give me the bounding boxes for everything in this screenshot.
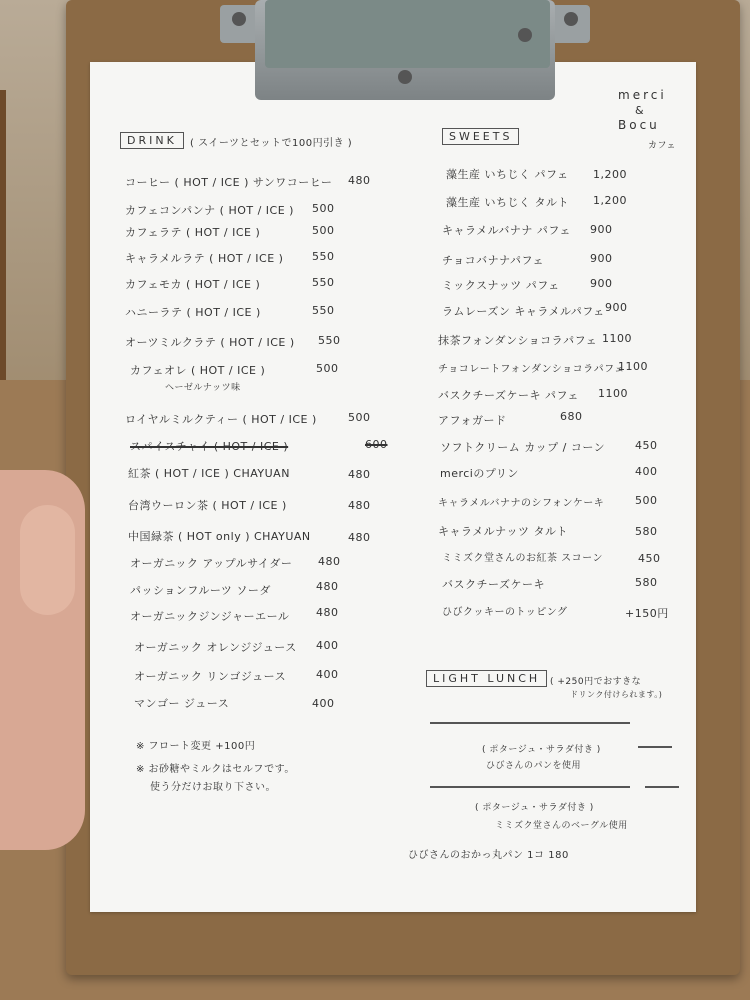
strikethrough-line bbox=[638, 746, 672, 748]
sweets-item-name: 藻生産 いちじく タルト bbox=[446, 196, 569, 209]
drink-footnote: 使う分だけお取り下さい。 bbox=[150, 782, 276, 793]
drink-item-name: コーヒー ( HOT / ICE ) サンワコーヒー bbox=[125, 176, 333, 189]
sweets-item-price: 900 bbox=[590, 277, 613, 290]
drink-item-price: 480 bbox=[316, 606, 339, 619]
drink-item-price: 480 bbox=[316, 580, 339, 593]
lunch-sub: ひびさんのパンを使用 bbox=[486, 761, 582, 771]
sweets-item-price: 580 bbox=[635, 525, 658, 538]
drink-item-name: スパイスチャイ ( HOT / ICE ) bbox=[130, 440, 289, 453]
drink-item-price: 480 bbox=[348, 174, 371, 187]
lunch-note: ドリンク付けられます。) bbox=[570, 690, 663, 699]
sweets-item-price: 1,200 bbox=[593, 194, 627, 207]
lunch-sub: ( ポタージュ・サラダ付き ) bbox=[482, 745, 601, 755]
drink-item-name: カフェモカ ( HOT / ICE ) bbox=[125, 278, 261, 291]
drink-item-name: カフェラテ ( HOT / ICE ) bbox=[125, 226, 261, 239]
drink-item-name: キャラメルラテ ( HOT / ICE ) bbox=[125, 252, 284, 265]
sweets-item-name: ミミズク堂さんのお紅茶 スコーン bbox=[442, 553, 603, 564]
drink-item-name: マンゴー ジュース bbox=[134, 697, 230, 710]
drink-item-price: 600 bbox=[365, 438, 388, 451]
sweets-item-name: merciのプリン bbox=[440, 467, 519, 480]
lunch-note: ( +250円でおすきな bbox=[550, 677, 642, 687]
sweets-item-price: 1100 bbox=[618, 360, 648, 373]
sweets-item-name: アフォガード bbox=[438, 414, 507, 427]
strikethrough-line bbox=[645, 786, 679, 788]
logo-line4: カフェ bbox=[648, 141, 677, 151]
drink-item-price: 500 bbox=[348, 411, 371, 424]
sweets-item-name: ミックスナッツ パフェ bbox=[442, 279, 560, 292]
lunch-sub: ( ポタージュ・サラダ付き ) bbox=[475, 803, 594, 813]
drink-header: DRINK bbox=[120, 132, 184, 149]
sweets-item-price: 580 bbox=[635, 576, 658, 589]
sweets-item-price: 1100 bbox=[598, 387, 628, 400]
drink-item-price: 480 bbox=[348, 531, 371, 544]
drink-item-price: 480 bbox=[318, 555, 341, 568]
drink-item-price: 480 bbox=[348, 499, 371, 512]
drink-item-name: ロイヤルミルクティー ( HOT / ICE ) bbox=[125, 413, 317, 426]
lunch-last-item: ひびさんのおかっ丸パン 1コ 180 bbox=[408, 850, 569, 861]
drink-item-name: 中国緑茶 ( HOT only ) CHAYUAN bbox=[128, 530, 311, 543]
sweets-item-price: 1100 bbox=[602, 332, 632, 345]
logo-line1: merci bbox=[618, 88, 667, 102]
drink-item-price: 500 bbox=[312, 224, 335, 237]
drink-item-name: カフェコンパンナ ( HOT / ICE ) bbox=[125, 204, 294, 217]
drink-item-price: 500 bbox=[316, 362, 339, 375]
screw-icon bbox=[518, 28, 532, 42]
drink-item-name: 台湾ウーロン茶 ( HOT / ICE ) bbox=[128, 499, 287, 512]
sweets-item-name: 抹茶フォンダンショコラパフェ bbox=[438, 334, 598, 347]
thumb bbox=[20, 505, 75, 615]
drink-item-price: 480 bbox=[348, 468, 371, 481]
sweets-item-price: 900 bbox=[590, 223, 613, 236]
drink-item-name: オーガニック リンゴジュース bbox=[134, 670, 287, 683]
drink-item-name: カフェオレ ( HOT / ICE ) bbox=[130, 364, 266, 377]
sweets-item-price: 400 bbox=[635, 465, 658, 478]
drink-item-name: オーガニック オレンジジュース bbox=[134, 641, 297, 654]
sweets-item-name: キャラメルバナナ パフェ bbox=[442, 224, 571, 237]
lunch-sub: ミミズク堂さんのベーグル使用 bbox=[495, 821, 628, 831]
logo-line3: Bocu bbox=[618, 118, 660, 132]
sweets-item-price: 900 bbox=[590, 252, 613, 265]
logo-line2: & bbox=[635, 104, 645, 117]
sweets-item-price: 450 bbox=[638, 552, 661, 565]
drink-item-name: 紅茶 ( HOT / ICE ) CHAYUAN bbox=[128, 467, 290, 480]
drink-item-price: 400 bbox=[316, 668, 339, 681]
sweets-item-price: 1,200 bbox=[593, 168, 627, 181]
sweets-item-price: 900 bbox=[605, 301, 628, 314]
clipboard-clip bbox=[220, 0, 590, 105]
drink-item-name: パッションフルーツ ソーダ bbox=[130, 584, 271, 597]
screw-icon bbox=[398, 70, 412, 84]
sweets-item-name: ソフトクリーム カップ / コーン bbox=[440, 441, 606, 454]
sweets-item-price: 500 bbox=[635, 494, 658, 507]
drink-item-name: オーツミルクラテ ( HOT / ICE ) bbox=[125, 336, 295, 349]
sweets-item-name: チョコバナナパフェ bbox=[442, 254, 544, 267]
drink-note: ( スイーツとセットで100円引き ) bbox=[190, 138, 353, 149]
strikethrough-line bbox=[430, 786, 630, 788]
sweets-item-name: バスクチーズケーキ bbox=[442, 578, 545, 591]
drink-item-name: ハニーラテ ( HOT / ICE ) bbox=[125, 306, 261, 319]
sweets-item-price: +150円 bbox=[625, 607, 669, 620]
lunch-header: LIGHT LUNCH bbox=[426, 670, 547, 687]
sweets-item-name: バスクチーズケーキ パフェ bbox=[438, 389, 579, 402]
drink-item-price: 550 bbox=[312, 276, 335, 289]
drink-item-name: オーガニックジンジャーエール bbox=[130, 610, 290, 623]
drink-item-name: オーガニック アップルサイダー bbox=[130, 557, 293, 570]
drink-item-price: 550 bbox=[318, 334, 341, 347]
drink-item-price: 550 bbox=[312, 304, 335, 317]
drink-item-note: ヘーゼルナッツ味 bbox=[165, 383, 241, 393]
sweets-item-price: 450 bbox=[635, 439, 658, 452]
screw-icon bbox=[564, 12, 578, 26]
drink-footnote: ※ お砂糖やミルクはセルフです。 bbox=[136, 764, 295, 775]
sweets-header: SWEETS bbox=[442, 128, 519, 145]
drink-footnote: ※ フロート変更 +100円 bbox=[136, 741, 256, 752]
drink-item-price: 550 bbox=[312, 250, 335, 263]
sweets-item-name: チョコレートフォンダンショコラパフェ bbox=[438, 364, 625, 375]
sweets-item-price: 680 bbox=[560, 410, 583, 423]
sweets-item-name: ラムレーズン キャラメルパフェ bbox=[442, 305, 605, 318]
drink-item-price: 500 bbox=[312, 202, 335, 215]
drink-item-price: 400 bbox=[312, 697, 335, 710]
drink-item-price: 400 bbox=[316, 639, 339, 652]
clip-plate bbox=[265, 0, 550, 68]
sweets-item-name: ひびクッキーのトッピング bbox=[442, 607, 568, 618]
sweets-item-name: キャラメルナッツ タルト bbox=[438, 525, 568, 538]
sweets-item-name: 藻生産 いちじく パフェ bbox=[446, 168, 569, 181]
sweets-item-name: キャラメルバナナのシフォンケーキ bbox=[438, 498, 605, 509]
screw-icon bbox=[232, 12, 246, 26]
strikethrough-line bbox=[430, 722, 630, 724]
menu-paper bbox=[90, 62, 696, 912]
